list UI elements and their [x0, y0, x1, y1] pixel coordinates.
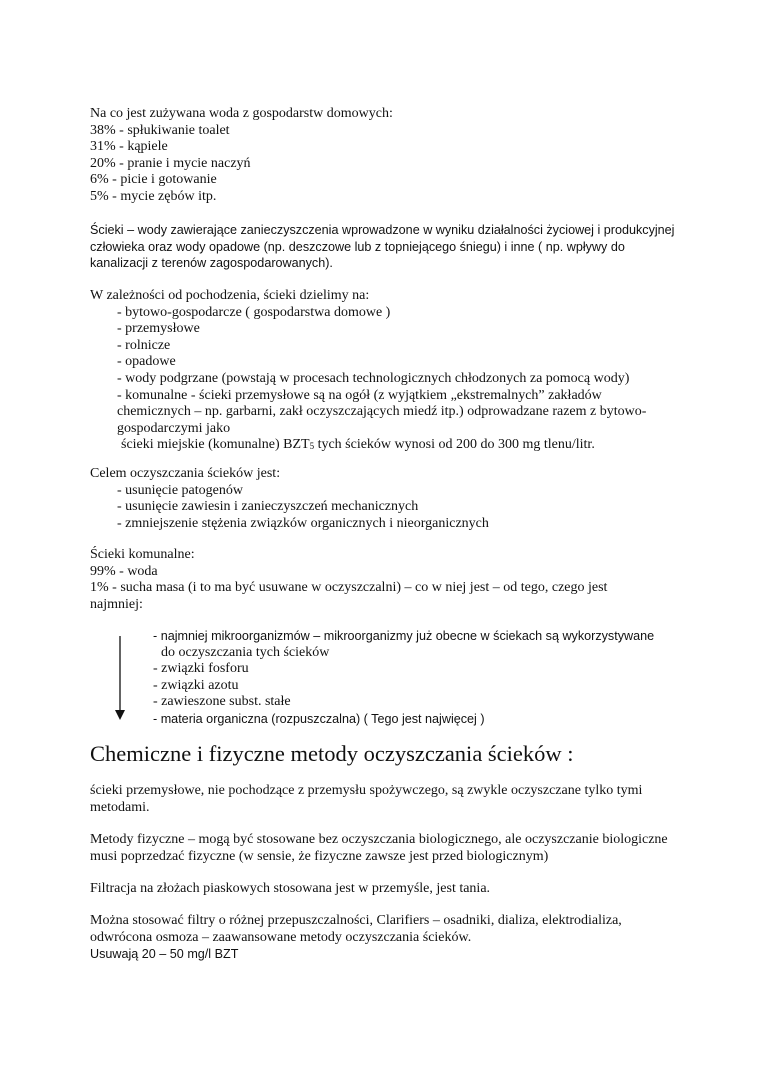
origin-communal: - komunalne - ścieki przemysłowe są na ogół (z wyjątkiem „ekstremalnych” zakładów chemicznych – np. garbarni, zakł oczyszczających miedź itp.) odprowadzane razem z bytowo-gospodarczymi jako — [117, 387, 647, 436]
component-microorganisms: - najmniej mikroorganizmów – mikroorganizmy już obecne w ściekach są wykorzystywane — [153, 629, 655, 643]
household-item: 6% - picie i gotowanie — [90, 172, 217, 188]
component-nitrogen: - związki azotu — [153, 677, 239, 693]
methods-removal: Usuwają 20 – 50 mg/l BZT — [90, 947, 239, 961]
goals-item: - usunięcie zawiesin i zanieczyszczeń mechanicznych — [117, 499, 419, 515]
methods-physical: Metody fizyczne – mogą być stosowane bez oczyszczania biologicznego, ale oczyszczanie biologiczne musi poprzedzać fizyczne (w sensie, że fizyczne zawsze jest przed biologicznym) — [90, 832, 668, 864]
goals-item: - zmniejszenie stężenia związków organicznych i nieorganicznych — [117, 515, 489, 531]
household-item: 20% - pranie i mycie naczyń — [90, 155, 251, 171]
communal-section — [90, 547, 630, 613]
methods-filtration: Filtracja na złożach piaskowych stosowana jest w przemyśle, jest tania. — [90, 881, 491, 896]
origin-item: - wody podgrzane (powstają w procesach technologicznych chłodzonych za pomocą wody) — [117, 370, 630, 386]
household-item: 38% - spłukiwanie toalet — [90, 122, 230, 138]
household-item: 31% - kąpiele — [90, 139, 168, 155]
component-solids: - zawieszone subst. stałe — [153, 694, 291, 710]
household-usage-section — [90, 106, 690, 206]
methods-filters: Można stosować filtry o różnej przepuszczalności, Clarifiers – osadniki, dializa, elektrodializa, odwrócona osmoza – zaawansowane metody oczyszczania ścieków. — [90, 913, 622, 945]
household-item: 5% - mycie zębów itp. — [90, 188, 217, 204]
origin-section — [90, 288, 690, 454]
methods-heading: Chemiczne i fizyczne metody oczyszczania ścieków : — [90, 741, 574, 766]
origin-title: W zależności od pochodzenia, ścieki dzielimy na: — [90, 288, 370, 303]
communal-water: 99% - woda — [90, 563, 158, 579]
component-microorganisms-cont: do oczyszczania tych ścieków — [161, 644, 330, 660]
origin-item: - przemysłowe — [117, 321, 200, 337]
communal-dry-mass: 1% - sucha masa (i to ma być usuwane w oczyszczalni) – co w niej jest – od tego, czego jest najmniej: — [90, 580, 608, 612]
sewage-definition: Ścieki – wody zawierające zanieczyszczenia wprowadzone w wyniku działalności życiowej i produkcyjnej człowieka oraz wody opadowe (np. deszczowe lub z topniejącego śniegu) i inne ( np. wpływy do kanalizacji z terenów zagospodarowanych). — [90, 223, 675, 271]
component-phosphorus: - związki fosforu — [153, 661, 249, 677]
components-section — [153, 628, 693, 728]
household-title: Na co jest zużywana woda z gospodarstw domowych: — [90, 106, 393, 121]
origin-item: - opadowe — [117, 354, 176, 370]
goals-item: - usunięcie patogenów — [117, 482, 243, 498]
down-arrow-icon — [112, 634, 128, 722]
methods-industrial: ścieki przemysłowe, nie pochodzące z przemysłu spożywczego, są zwykle oczyszczane tylko tymi metodami. — [90, 783, 643, 815]
origin-bzt-line: ścieki miejskie (komunalne) $BZT_5$ tych ścieków wynosi od 200 do 300 mg tlenu/litr. — [121, 437, 595, 453]
goals-section — [90, 466, 690, 532]
goals-title: Celem oczyszczania ścieków jest: — [90, 466, 281, 481]
communal-title: Ścieki komunalne: — [90, 547, 195, 562]
origin-item: - rolnicze — [117, 337, 171, 353]
component-organic: - materia organiczna (rozpuszczalna) ( Tego jest najwięcej ) — [153, 711, 485, 726]
origin-item: - bytowo-gospodarcze ( gospodarstwa domowe ) — [117, 304, 391, 320]
